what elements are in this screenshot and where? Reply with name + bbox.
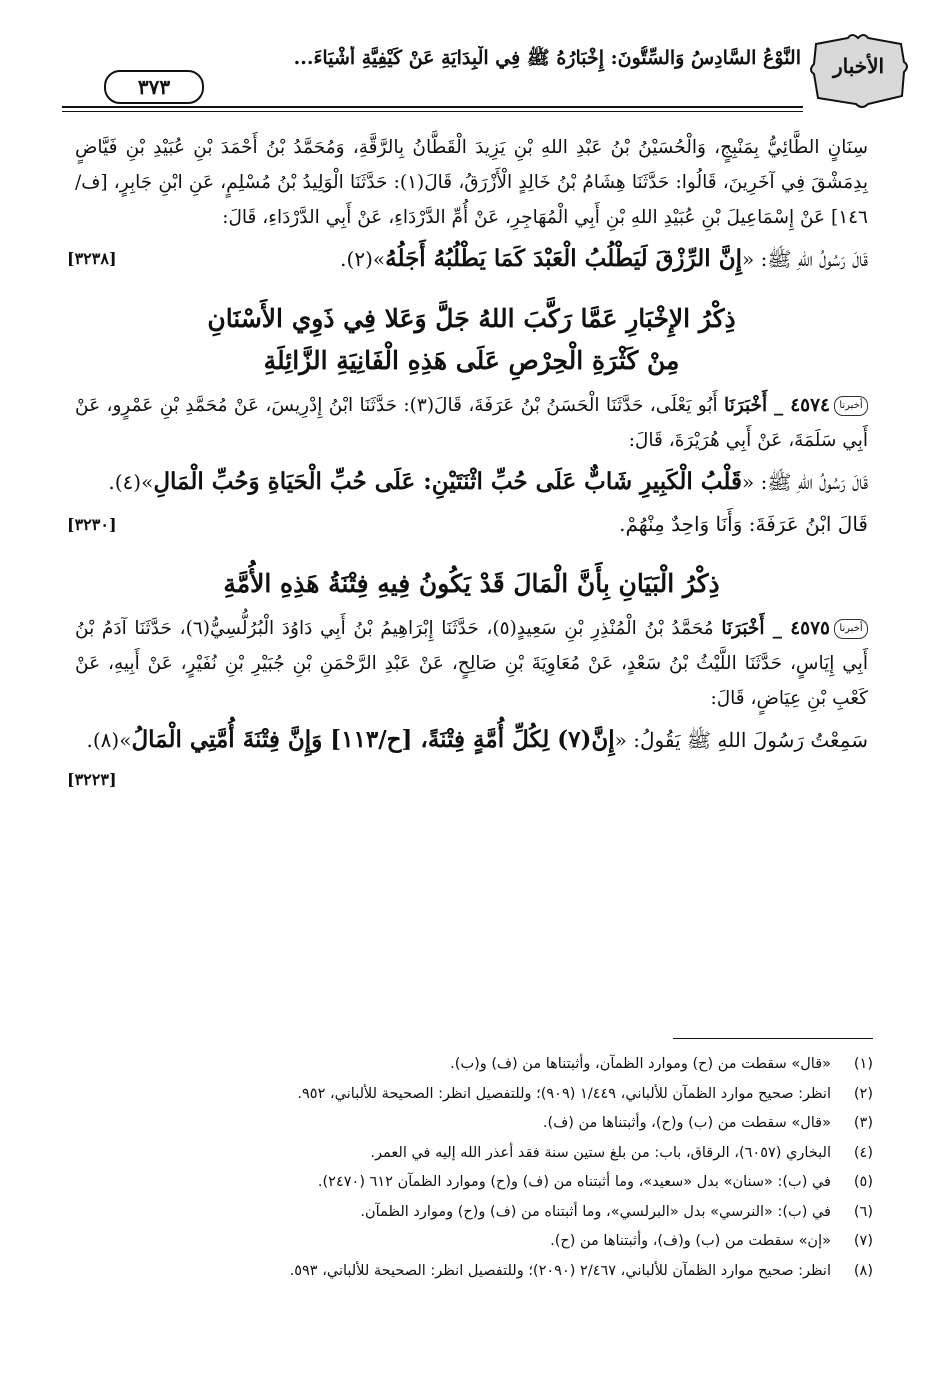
- chapter-heading: [75, 563, 868, 605]
- footnote-number: (٢): [853, 1085, 873, 1102]
- footnote-number: (١): [853, 1056, 873, 1072]
- hadith-reference: [٣٢٣٠]: [67, 515, 117, 534]
- quote-end: »(٢).: [340, 247, 386, 271]
- hadith-isnad: مُحَمَّدُ بْنُ الْمُنْذِرِ بْنِ سَعِيدٍ(٥)، حَدَّثَنَا إِبْرَاهِيمُ بْنُ أَبِي دَاوُدَ الْبُرُلُّسِيُّ(٦)، حَدَّثَنَا آدَمُ بْنُ أَبِي إِيَاسٍ، حَدَّثَنَا اللَّيْثُ بْنُ سَعْدٍ، عَنْ مُعَاوِيَةَ بْنِ صَالِحٍ، عَنْ عَبْدِ الرَّحْمَنِ بْنِ جُبَيْرِ بْنِ نُفَيْرٍ، عَنْ أَبِيهِ، عَنْ كَعْبِ بْنِ عِيَاضٍ، قَالَ:: [75, 618, 868, 709]
- running-title: النَّوْعُ السَّادِسُ وَالسِّتُّونَ: إِخْبَارُهُ ﷺ فِي الْبِدَايَةِ عَنْ كَيْفِيَّةِ أَشْيَاءَ...: [293, 47, 801, 69]
- hadith-quote: [67, 241, 868, 278]
- hadith-quote: [75, 464, 868, 501]
- footnote-text: في (ب): «سنان» بدل «سعيد»، وما أثبتناه من (ف) و(ح) وموارد الظمآن ٦١٢ (٢٤٧٠).: [317, 1174, 831, 1190]
- quote-end: »(٨).: [86, 728, 132, 752]
- footnote: [70, 1080, 873, 1110]
- footnote-text: انظر: صحيح موارد الظمآن للألباني، ١/٤٤٩ (٩٠٩)؛ وللتفصيل انظر: الصحيحة للألباني، ٩٥٢.: [297, 1085, 831, 1102]
- footnote-text: انظر: صحيح موارد الظمآن للألباني، ٢/٤٦٧ (٢٠٩٠)؛ وللتفصيل انظر: الصحيحة للألباني، ٥٩٣.: [289, 1262, 831, 1279]
- prophetic-text: قَلْبُ الْكَبِيرِ شَابٌّ عَلَى حُبِّ اثْنَتَيْنِ: عَلَى حُبِّ الْحَيَاةِ وَحُبِّ الْمَالِ: [153, 468, 742, 495]
- quote-end: »(٤).: [108, 470, 154, 494]
- prophetic-text: إِنَّ الرِّزْقَ لَيَطْلُبُ الْعَبْدَ كَمَا يَطْلُبُهُ أَجَلُهُ: [385, 245, 742, 272]
- footnote: [70, 1227, 873, 1257]
- footnote-separator: [673, 1038, 873, 1039]
- header-rule: [62, 106, 803, 108]
- footnote-text: «قال» سقطت من (ح) وموارد الظمآن، وأثبتناها من (ف) و(ب).: [450, 1056, 831, 1072]
- heading-line: ذِكْرُ الْبَيَانِ بِأَنَّ الْمَالَ قَدْ يَكُونُ فِيهِ فِتْنَةُ هَذِهِ الأُمَّةِ: [223, 569, 720, 598]
- page-number: ٣٧٣: [104, 70, 204, 104]
- footnote-text: البخاري (٦٠٥٧)، الرقاق، باب: من بلغ ستين سنة فقد أعذر الله إليه في العمر.: [370, 1144, 831, 1161]
- hadith-quote: [67, 722, 868, 789]
- hadith-number: ٤٥٧٥ _ أَخْبَرَنَا: [721, 618, 830, 639]
- heading-line: مِنْ كَثْرَةِ الْحِرْصِ عَلَى هَذِهِ الْفَانِيَةِ الزَّائِلَةِ: [263, 346, 680, 375]
- footnote-text: في (ب): «النرسي» بدل «البرلسي»، وما أثبتناه من (ف) و(ح) وموارد الظمآن.: [360, 1203, 831, 1220]
- akhbarana-marker-icon: أخبرنا: [834, 396, 868, 416]
- footnote: [70, 1109, 873, 1139]
- footnote-text: «قال» سقطت من (ب) و(ح)، وأثبتناها من (ف).: [542, 1115, 831, 1131]
- akhbarana-marker-icon: أخبرنا: [834, 619, 868, 639]
- narrator-comment: [67, 507, 868, 543]
- hadith-number: ٤٥٧٤ _ أَخْبَرَنَا: [723, 395, 830, 416]
- footnote: [70, 1168, 873, 1198]
- quote-intro: قَالَ رَسُولُ اللهِ ﷺ: «: [741, 247, 868, 271]
- footnote-number: (٣): [853, 1115, 873, 1131]
- heading-line: ذِكْرُ الإِخْبَارِ عَمَّا رَكَّبَ اللهُ جَلَّ وَعَلا فِي ذَوِي الأَسْنَانِ: [207, 304, 736, 333]
- comment-text: قَالَ ابْنُ عَرَفَةَ: وَأَنَا وَاحِدٌ مِنْهُمْ.: [619, 512, 868, 536]
- footnote-number: (٤): [853, 1144, 873, 1161]
- hadith-reference: [٣٢٢٣]: [67, 770, 117, 789]
- header-rule-thin: [62, 111, 803, 112]
- quote-intro: سَمِعْتُ رَسُولَ اللهِ ﷺ يَقُولُ: «: [614, 728, 868, 752]
- footnote-number: (٥): [853, 1174, 873, 1190]
- hadith-reference: [٣٢٣٨]: [67, 249, 117, 268]
- quote-intro: قَالَ رَسُولُ اللهِ ﷺ: «: [741, 470, 868, 494]
- footnote-number: (٧): [853, 1233, 873, 1249]
- footnote: [70, 1139, 873, 1169]
- footnote: [70, 1198, 873, 1228]
- hadith-isnad: أَبُو يَعْلَى، حَدَّثَنَا الْحَسَنُ بْنُ عَرَفَةَ، قَالَ(٣): حَدَّثَنَا ابْنُ إِدْرِيسَ، عَنْ مُحَمَّدِ بْنِ عَمْرٍو، عَنْ أَبِي سَلَمَةَ، عَنْ أَبِي هُرَيْرَةَ، قَالَ:: [75, 395, 868, 451]
- hadith-paragraph: [75, 388, 868, 458]
- isnad-paragraph: سِنَانٍ الطَّائِيُّ بِمَنْبِجٍ، وَالْحُسَيْنُ بْنُ عَبْدِ اللهِ بْنِ يَزِيدَ الْقَطَّانُ بِالرَّقَّةِ، وَمُحَمَّدُ بْنُ أَحْمَدَ بْنِ عُبَيْدِ بْنِ فَيَّاضٍ بِدِمَشْقَ فِي آخَرِينَ، قَالُوا: حَدَّثَنَا هِشَامُ بْنُ خَالِدٍ الْأَزْرَقُ، قَالَ(١): حَدَّثَنَا الْوَلِيدُ بْنُ مُسْلِمٍ، عَنِ ابْنِ جَابِرٍ، [ف/١٤٦] عَنْ إِسْمَاعِيلَ بْنِ عُبَيْدِ اللهِ بْنِ أَبِي الْمُهَاجِرِ، عَنْ أُمِّ الدَّرْدَاءِ، عَنْ أَبِي الدَّرْدَاءِ، قَالَ:: [75, 137, 868, 228]
- footnotes: [70, 1050, 873, 1286]
- section-badge: [806, 32, 911, 110]
- badge-label: الأخبار: [832, 54, 885, 78]
- chapter-heading: [75, 298, 868, 382]
- hadith-paragraph: [75, 611, 868, 716]
- prophetic-text: إِنَّ(٧) لِكُلِّ أُمَّةٍ فِتْنَةً، [ح/١١٣] وَإِنَّ فِتْنَةَ أُمَّتِي الْمَالُ: [131, 726, 615, 753]
- footnote-text: «إن» سقطت من (ب) و(ف)، وأثبتناها من (ح).: [550, 1233, 831, 1249]
- page-header: [62, 32, 911, 122]
- footnote-number: (٨): [853, 1262, 873, 1279]
- footnote: [70, 1257, 873, 1287]
- page-number-box: [62, 70, 202, 110]
- main-text: [67, 130, 868, 789]
- footnote: [70, 1050, 873, 1080]
- footnote-number: (٦): [853, 1203, 873, 1220]
